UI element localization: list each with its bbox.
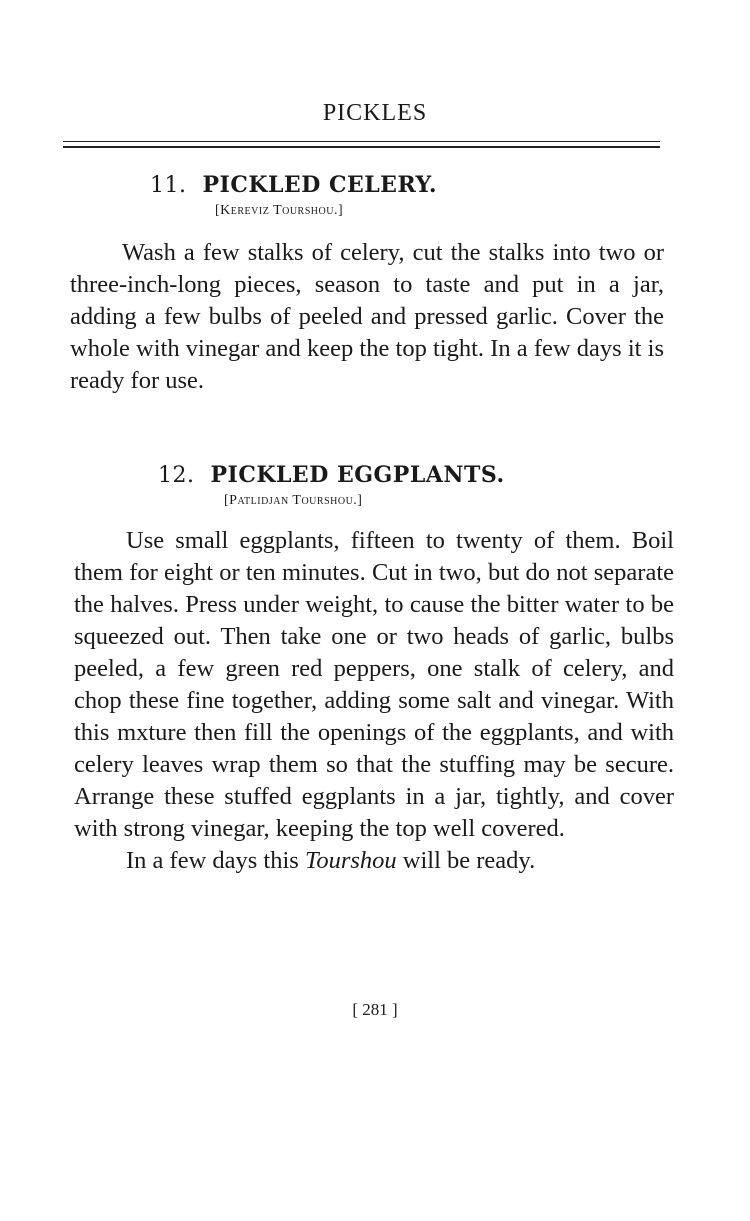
recipe-title: PICKLED EGGPLANTS. bbox=[210, 462, 505, 488]
closing-text-after: will be ready. bbox=[396, 847, 536, 874]
recipe-heading bbox=[74, 462, 674, 488]
header-rule-thick bbox=[63, 146, 660, 148]
recipe-subtitle-text: [Kereviz Tourshou.] bbox=[215, 203, 344, 218]
recipe-pickled-celery bbox=[70, 172, 664, 397]
recipe-closing-paragraph bbox=[74, 845, 674, 877]
recipe-heading bbox=[70, 172, 664, 198]
recipe-pickled-eggplants bbox=[74, 462, 674, 877]
recipe-paragraph: Use small eggplants, fifteen to twenty of them. Boil them for eight or ten minutes. Cut in two, but do not separate the halves. Press under weight, to cause the bitter water to be squeezed out. Then take one or two heads of garlic, bulbs peeled, a few green red peppers, one stalk of celery, and chop these fine together, adding some salt and vinegar. With this mxture then fill the openings of the eggplants, and with celery leaves wrap them so that the stuffing may be secure. Arrange these stuffed eggplants in a jar, tightly, and cover with strong vinegar, keeping the top well covered. bbox=[74, 527, 674, 842]
page-number: [ 281 ] bbox=[352, 1000, 398, 1019]
closing-text-italic: Tourshou bbox=[304, 847, 397, 874]
header-rule-thin bbox=[63, 141, 660, 142]
running-head: PICKLES bbox=[322, 100, 428, 126]
recipe-title: PICKLED CELERY. bbox=[202, 172, 438, 198]
recipe-subtitle bbox=[70, 203, 664, 219]
closing-text-before: In a few days this bbox=[126, 847, 305, 874]
recipe-number: 12. bbox=[158, 463, 195, 488]
recipe-number: 11. bbox=[150, 173, 187, 198]
recipe-paragraph: Wash a few stalks of celery, cut the stalks into two or three-inch-long pieces, season to taste and put in a jar, adding a few bulbs of peeled and pressed garlic. Cover the whole with vinegar and keep the top tight. In a few days it is ready for use. bbox=[70, 239, 664, 394]
recipe-subtitle bbox=[74, 493, 674, 509]
recipe-subtitle-text: [Patlidjan Tourshou.] bbox=[224, 493, 363, 508]
